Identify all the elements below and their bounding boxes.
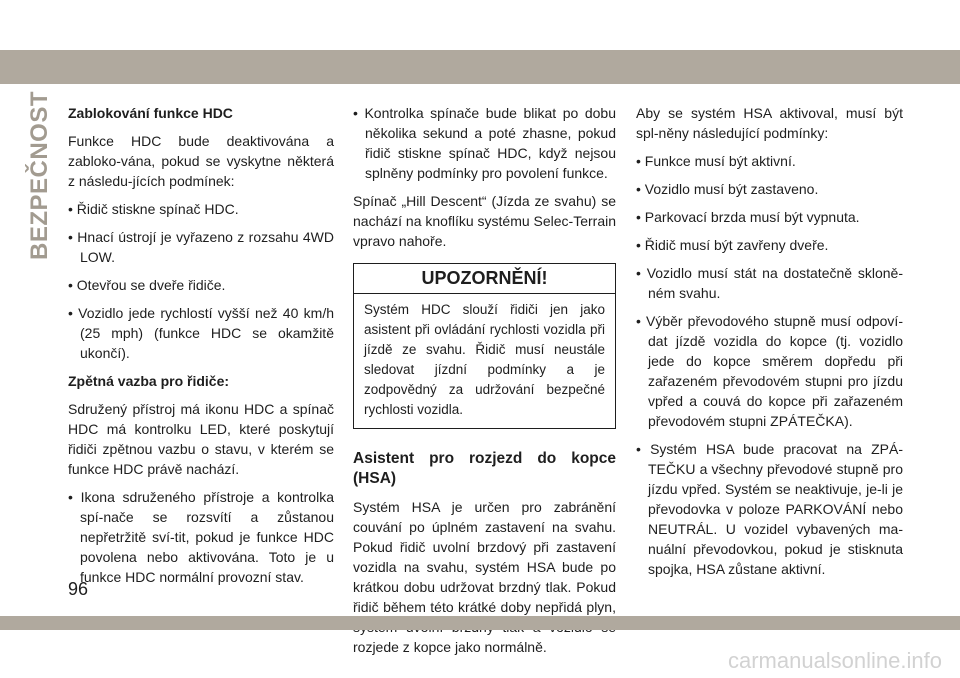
bullet-item: • Kontrolka spínače bude blikat po dobu několika sekund a poté zhasne, pokud řidič stiskne spínač HDC, když nejsou splněny podmínky pro povolení funkce.: [353, 105, 616, 181]
bullet-item: • Vozidlo jede rychlostí vyšší než 40 km/h (25 mph) (funkce HDC se okamžitě ukončí).: [68, 305, 334, 361]
bullet-item: • Systém HSA bude pracovat na ZPÁ-TEČKU a všechny převodové stupně pro jízdu vpřed. Systém se neaktivuje, je-li je převodovka v poloze PARKOVÁNÍ nebo NEUTRÁL. U vozidel vybavených ma-nuální převodovkou, pokud je stisknuta spojka, HSA zůstane aktivní.: [636, 441, 903, 577]
bullet-item: • Hnací ústrojí je vyřazeno z rozsahu 4WD LOW.: [68, 229, 334, 265]
column-2: [353, 103, 616, 665]
bullet-item: • Řidič stiskne spínač HDC.: [68, 201, 239, 217]
paragraph: Sdružený přístroj má ikonu HDC a spínač HDC má kontrolku LED, které poskytují řidiči zpětnou vazbu o stavu, v kterém se funkce HDC právě nachází.: [68, 401, 334, 477]
bullet-item: • Funkce musí být aktivní.: [636, 153, 796, 169]
footer-band: [0, 616, 960, 630]
warning-title: UPOZORNĚNÍ!: [354, 264, 615, 294]
watermark: carmanualsonline.info: [727, 648, 942, 673]
paragraph: Aby se systém HSA aktivoval, musí být spl-něny následující podmínky:: [636, 105, 903, 141]
heading-hdc-disable: Zablokování funkce HDC: [68, 105, 233, 121]
page-number: 96: [68, 579, 89, 599]
warning-box: [353, 263, 616, 429]
section-heading-hsa: Asistent pro rozjezd do kopce (HSA): [353, 450, 616, 487]
bullet-item: • Vozidlo musí stát na dostatečně skloně-ném svahu.: [636, 265, 903, 301]
warning-text: Systém HDC slouží řidiči jen jako asistent při ovládání rychlosti vozidla při jízdě ze svahu. Řidič musí neustále sledovat jízdní podmínky a je zodpovědný za udržování bezpečné rychlosti vozidla.: [364, 302, 605, 417]
heading-driver-feedback: Zpětná vazba pro řidiče:: [68, 373, 230, 389]
top-margin: [0, 0, 960, 24]
bullet-item: • Ikona sdruženého přístroje a kontrolka spí-nače se rozsvítí a zůstanou nepřetržitě sví-tit, pokud je funkce HDC povolena nebo aktivována. Toto je u funkce HDC normální provozní stav.: [68, 489, 334, 585]
bullet-item: • Parkovací brzda musí být vypnuta.: [636, 209, 860, 225]
bullet-item: • Výběr převodového stupně musí odpoví-dat jízdě vozidla do kopce (tj. vozidlo jede do kopce směrem dopředu při zařazeném převodovém stupni pro jízdu vpřed a couvá do kopce při zařazeném převodovém stupni ZPÁTEČKA).: [636, 313, 903, 429]
bullet-item: • Řidič musí být zavřeny dveře.: [636, 237, 829, 253]
section-side-label: BEZPEČNOST: [26, 90, 53, 260]
column-3: [636, 103, 903, 587]
column-1: [68, 103, 334, 595]
bullet-item: • Otevřou se dveře řidiče.: [68, 277, 226, 293]
paragraph: Funkce HDC bude deaktivována a zabloko-vána, pokud se vyskytne některá z následu-jících podmínek:: [68, 133, 334, 189]
bullet-item: • Vozidlo musí být zastaveno.: [636, 181, 819, 197]
header-band: [0, 50, 960, 84]
paragraph: Spínač „Hill Descent“ (Jízda ze svahu) se nachází na knoflíku systému Selec-Terrain vpravo nahoře.: [353, 193, 617, 249]
paragraph: Systém HSA je určen pro zabránění couvání po úplném zastavení na svahu. Pokud řidič uvolní brzdový při zastavení vozidla na svahu, systém HSA bude po krátkou dobu udržovat brzdný tlak. Pokud řidič během této krátké doby nepřidá plyn, rozjede z kopce jako normálně.: [353, 499, 616, 655]
